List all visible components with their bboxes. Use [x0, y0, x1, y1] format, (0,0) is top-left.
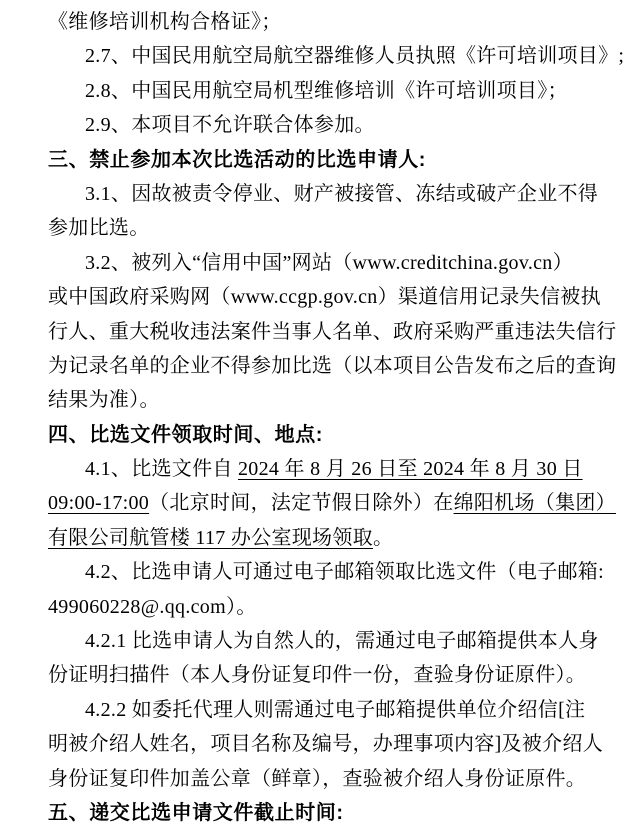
text-segment: 。 [372, 526, 394, 549]
text-segment: 或中国政府采购网（www.ccgp.gov.cn）渠道信用记录失信被执 [48, 286, 601, 309]
text-segment: 三、禁止参加本次比选活动的比选申请人: [48, 148, 427, 171]
text-segment: 参加比选。 [48, 217, 150, 240]
text-segment: 为记录名单的企业不得参加比选（以本项目公告发布之后的查询 [48, 354, 617, 377]
text-line [48, 762, 621, 796]
heading-line [48, 418, 621, 452]
text-segment: 身份证复印件加盖公章（鲜章），查验被介绍人身份证原件。 [48, 767, 587, 790]
text-line [48, 452, 621, 486]
text-segment: （北京时间，法定节假日除外）在 [149, 492, 454, 515]
text-line [48, 590, 621, 624]
text-segment: 2.7、中国民用航空局航空器维修人员执照《许可培训项目》; [85, 45, 625, 68]
text-line [48, 383, 621, 417]
text-line [48, 693, 621, 727]
text-segment: 五、递交比选申请文件截止时间: [48, 801, 344, 824]
text-line [48, 315, 621, 349]
text-line [48, 727, 621, 761]
text-line [48, 177, 621, 211]
document-body [48, 5, 625, 830]
text-segment: 四、比选文件领取时间、地点: [48, 423, 324, 446]
text-segment: 2.8、中国民用航空局机型维修培训《许可培训项目》； [85, 79, 568, 102]
text-line [48, 211, 621, 245]
text-line [48, 486, 621, 520]
text-segment: 3.2、被列入“信用中国”网站（www.creditchina.gov.cn） [85, 251, 573, 274]
text-line [48, 108, 621, 142]
text-segment: 行人、重大税收违法案件当事人名单、政府采购严重违法失信行 [48, 320, 617, 343]
text-segment: 4.2、比选申请人可通过电子邮箱领取比选文件（电子邮箱: [85, 561, 604, 584]
text-line [48, 658, 621, 692]
underlined-text: 2024 年 8 月 26 日至 2024 年 8 月 30 日 [238, 458, 583, 481]
text-line [48, 349, 621, 383]
text-line [48, 280, 621, 314]
text-line [48, 624, 621, 658]
text-segment: 明被介绍人姓名，项目名称及编号，办理事项内容]及被介绍人 [48, 733, 604, 756]
underlined-text: 09:00-17:00 [48, 492, 150, 515]
text-segment: 499060228@.qq.com）。 [48, 595, 257, 618]
text-line [48, 5, 621, 39]
text-line [48, 246, 621, 280]
text-segment: 《维修培训机构合格证》； [48, 11, 282, 33]
heading-line [48, 796, 621, 830]
text-line [48, 74, 621, 108]
heading-line [48, 143, 621, 177]
underlined-text: 有限公司航管楼 117 办公室现场领取 [48, 526, 373, 549]
text-line [48, 39, 625, 73]
text-segment: 3.1、因故被责令停业、财产被接管、冻结或破产企业不得 [85, 182, 599, 205]
text-segment: 4.1、比选文件自 [85, 458, 238, 481]
text-segment: 2.9、本项目不允许联合体参加。 [85, 114, 375, 137]
text-segment: 份证明扫描件（本人身份证复印件一份，查验身份证原件）。 [48, 664, 587, 687]
underlined-text: 绵阳机场（集团） [453, 492, 616, 515]
text-segment: 4.2.2 如委托代理人则需通过电子邮箱提供单位介绍信[注 [85, 698, 586, 721]
text-line [48, 555, 621, 589]
text-line [48, 521, 621, 555]
text-segment: 4.2.1 比选申请人为自然人的，需通过电子邮箱提供本人身 [85, 630, 599, 653]
text-segment: 结果为准）。 [48, 389, 160, 412]
